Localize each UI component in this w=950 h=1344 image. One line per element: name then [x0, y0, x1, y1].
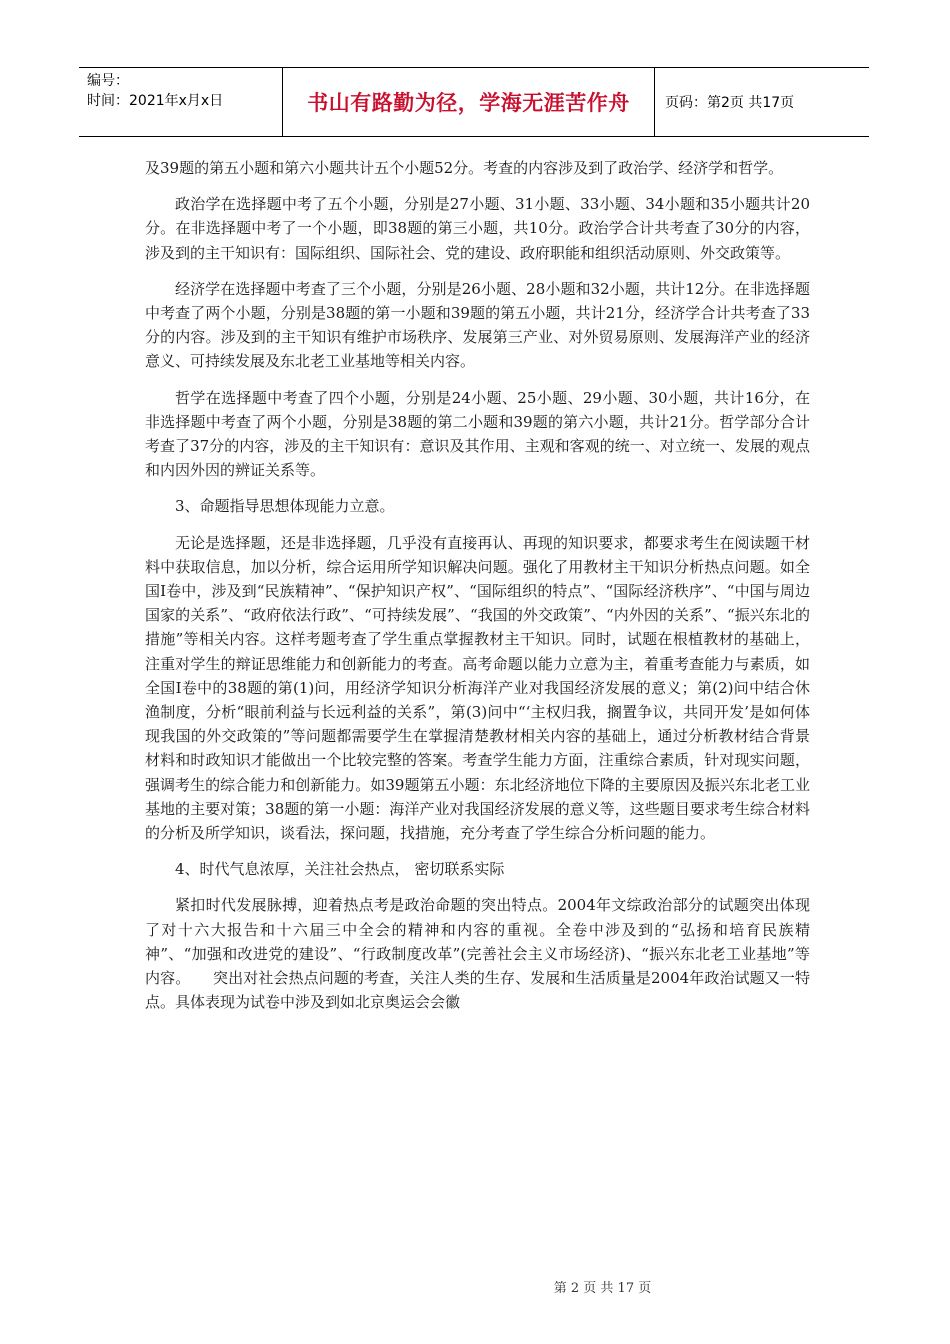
- paragraph-philosophy: 哲学在选择题中考查了四个小题，分别是24小题、25小题、29小题、30小题，共计16分，在非选择题中考查了两个小题，分别是38题的第二小题和39题的第六小题，共计21分。哲学部分合计考查了37分的内容，涉及的主干知识有：意识及其作用、主观和客观的统一、对立统一、发展的观点和内因外因的辨证关系等。: [145, 388, 810, 480]
- section-heading-4: 4、时代气息浓厚，关注社会热点， 密切联系实际: [175, 860, 505, 879]
- paragraph-hotspots: 紧扣时代发展脉搏，迎着热点考是政治命题的突出特点。2004年文综政治部分的试题突出体现了对十六大报告和十六届三中全会的精神和内容的重视。全卷中涉及到的“弘扬和培育民族精神”、“加强和改进党的建设”、“行政制度改革”(完善社会主义市场经济)、“振兴东北老工业基地”等内容。 突出对社会热点问题的考查，关注人类的生存、发展和生活质量是2004年政治试题又一特点。具体表现为试卷中涉及到如北京奥运会会徽: [145, 896, 810, 1012]
- document-date-label: 时间：2021年x月x日: [87, 93, 224, 109]
- page-header: [79, 67, 869, 137]
- page-footer: 第 2 页 共 17 页: [553, 1281, 652, 1296]
- header-motto-cell: [283, 68, 655, 136]
- section-heading-3: 3、命题指导思想体现能力立意。: [175, 497, 395, 516]
- header-meta: [79, 68, 283, 136]
- header-motto: 书山有路勤为径，学海无涯苦作舟: [307, 91, 630, 115]
- document-number-label: 编号：: [87, 73, 129, 89]
- paragraph-politics: 政治学在选择题中考了五个小题，分别是27小题、31小题、33小题、34小题和35小题共计20分。在非选择题中考了一个小题，即38题的第三小题，共10分。政治学合计共考查了30分的内容，涉及到的主干知识有：国际组织、国际社会、党的建设、政府职能和组织活动原则、外交政策等。: [145, 195, 810, 262]
- header-page-number: 页码：第2页 共17页: [665, 95, 795, 111]
- paragraph-continuation: 及39题的第五小题和第六小题共计五个小题52分。考查的内容涉及到了政治学、经济学和哲学。: [145, 159, 784, 177]
- document-body: [145, 156, 810, 1027]
- paragraph-ability: 无论是选择题，还是非选择题，几乎没有直接再认、再现的知识要求，都要求考生在阅读题干材料中获取信息，加以分析，综合运用所学知识解决问题。强化了用教材主干知识分析热点问题。如全国I卷中，涉及到“民族精神”、“保护知识产权”、“国际组织的特点”、“国际经济秩序”、“中国与周边国家的关系”、“政府依法行政”、“可持续发展”、“我国的外交政策”、“内外因的关系”、“振兴东北的措施”等相关内容。这样考题考查了学生重点掌握教材主干知识。同时，试题在根植教材的基础上，注重对学生的辩证思维能力和创新能力的考查。高考命题以能力立意为主，着重考查能力与素质，如全国I卷中的38题的第(1)问，用经济学知识分析海洋产业对我国经济发展的意义；第(2)问中结合休渔制度，分析“眼前利益与长远利益的关系”，第(3)问中“‘主权归我，搁置争议，共同开发’是如何体现我国的外交政策的”等问题都需要学生在掌握清楚教材相关内容的基础上，通过分析教材结合背景材料和时政知识才能做出一个比较完整的答案。考查学生能力方面，注重综合素质，针对现实问题，强调考生的综合能力和创新能力。如39题第五小题：东北经济地位下降的主要原因及振兴东北老工业基地的主要对策；38题的第一小题：海洋产业对我国经济发展的意义等，这些题目要求考生综合材料的分析及所学知识，谈看法，探问题，找措施，充分考查了学生综合分析问题的能力。: [145, 533, 810, 843]
- paragraph-economics: 经济学在选择题中考查了三个小题，分别是26小题、28小题和32小题，共计12分。在非选择题中考查了两个小题，分别是38题的第一小题和39题的第五小题，共计21分，经济学合计共考查了33分的内容。涉及到的主干知识有维护市场秩序、发展第三产业、对外贸易原则、发展海洋产业的经济意义、可持续发展及东北老工业基地等相关内容。: [145, 279, 810, 371]
- header-page-cell: [655, 68, 869, 136]
